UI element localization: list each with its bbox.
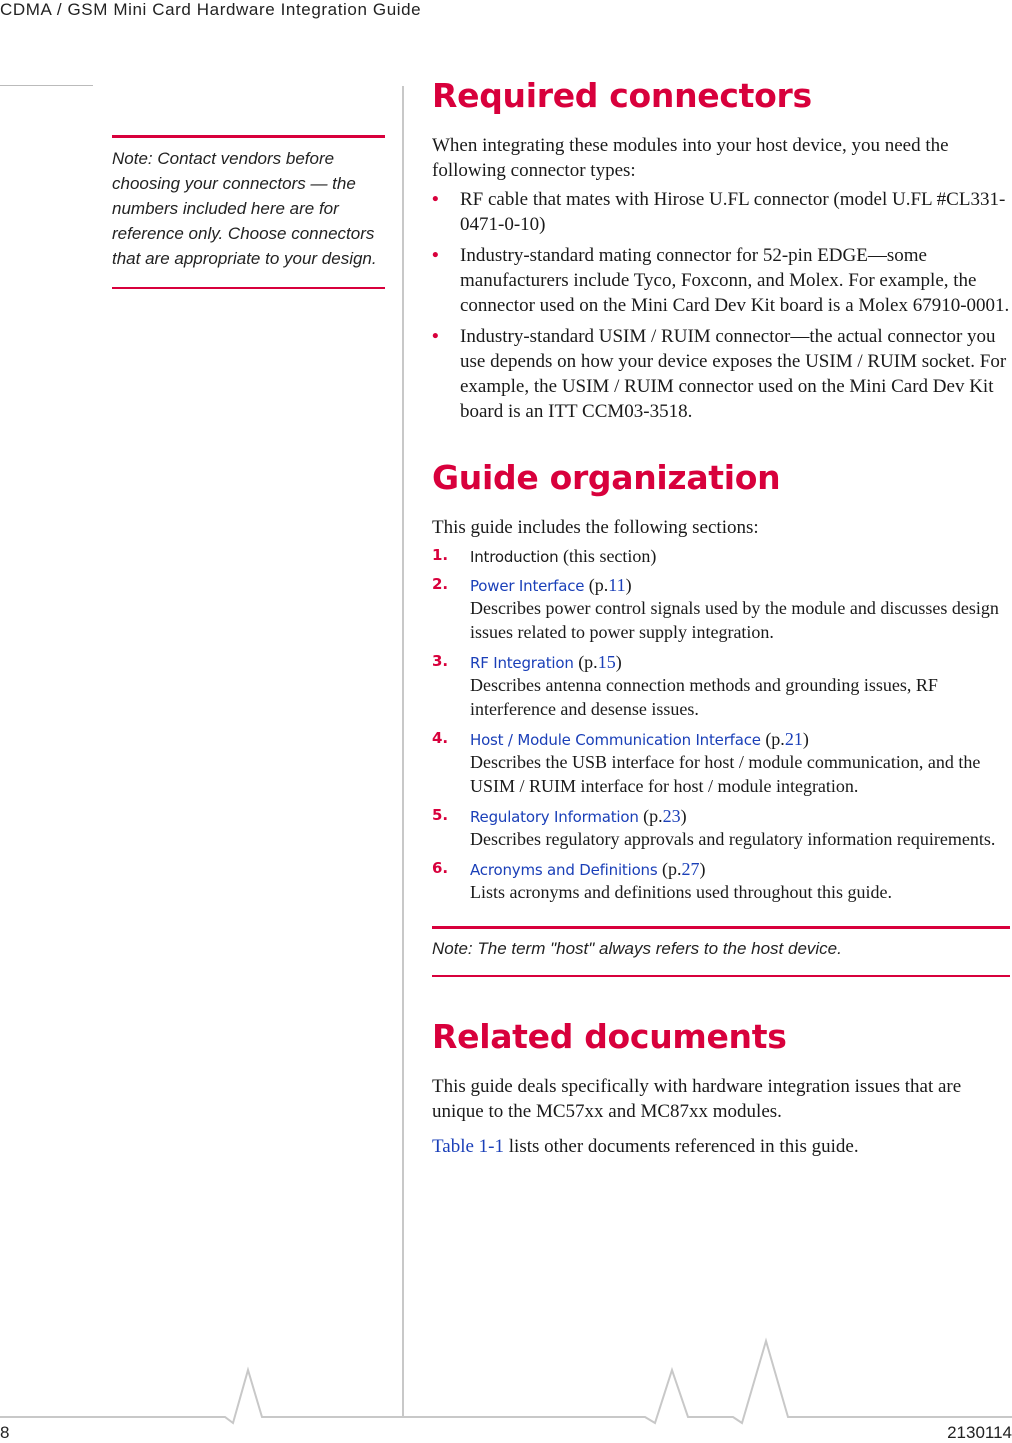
heading-related-documents: Related documents [432,1017,787,1056]
header-rule [0,85,93,86]
list-item [432,546,1010,567]
section-link[interactable]: RF Integration [470,654,574,672]
page-link[interactable]: 15 [597,652,616,672]
section-list [432,546,1010,904]
bullet-icon: • [432,245,439,266]
required-connectors-intro: When integrating these modules into your host device, you need the following connector types: [432,135,949,181]
list-item: 2. Power Interface (p.11) Describes power control signals used by the module and discusses design issues related to power supply integration. [432,575,1010,644]
section-number: 4. [432,729,449,747]
section-link[interactable]: Host / Module Communication Interface [470,731,761,749]
bullet-icon: • [432,326,439,347]
section-description: Describes regulatory approvals and regulatory information requirements. [470,829,996,849]
heading-guide-organization: Guide organization [432,458,781,497]
related-documents-para: This guide deals specifically with hardware integration issues that are unique to the MC57xx and MC87xx modules. [432,1076,962,1122]
section-number: 5. [432,806,449,824]
side-note [112,135,385,289]
side-note-text: Note: Contact vendors before choosing your connectors — the numbers included here are for reference only. Choose connectors that are appropriate to your design. [112,149,377,268]
running-header: CDMA / GSM Mini Card Hardware Integration Guide [0,0,422,19]
list-item: 6. Acronyms and Definitions (p.27) Lists acronyms and definitions used throughout this guide. [432,859,1010,904]
list-item: • RF cable that mates with Hirose U.FL connector (model U.FL #CL331-0471-0-10) [432,189,1006,235]
bullet-icon: • [432,189,439,210]
page-link[interactable]: 27 [681,859,700,879]
section-ref: (this section) [558,546,657,566]
footer-waveform [0,1335,1012,1425]
section-description: Lists acronyms and definitions used throughout this guide. [470,882,892,902]
section-description: Describes the USB interface for host / module communication, and the USIM / RUIM interface for host / module integration. [470,752,981,796]
section-description: Describes antenna connection methods and grounding issues, RF interference and desense issues. [470,675,938,719]
section-number: 3. [432,652,449,670]
host-note-text: Note: The term "host" always refers to the host device. [432,939,842,958]
section-link[interactable]: Acronyms and Definitions [470,861,658,879]
page-number: 8 [0,1423,10,1442]
section-title: Introduction [470,548,559,566]
related-documents-table-ref: Table 1-1 lists other documents referenced in this guide. [432,1136,859,1157]
guide-organization-intro: This guide includes the following sections: [432,517,759,538]
heading-required-connectors: Required connectors [432,76,812,115]
section-number: 1. [432,546,449,564]
list-item: 3. RF Integration (p.15) Describes antenna connection methods and grounding issues, RF interference and desense issues. [432,652,1010,721]
list-item: • Industry-standard mating connector for 52-pin EDGE—some manufacturers include Tyco, Foxconn, and Molex. For example, the connector used on the Mini Card Dev Kit board is a Molex 67910-0001. [432,245,1010,316]
section-link[interactable]: Regulatory Information [470,808,639,826]
page-link[interactable]: 21 [784,729,803,749]
column-divider [402,86,404,1418]
section-number: 6. [432,859,449,877]
table-ref-link[interactable]: Table 1-1 [432,1136,505,1157]
page-link[interactable]: 11 [608,575,626,595]
list-item: 5. Regulatory Information (p.23) Describes regulatory approvals and regulatory information requirements. [432,806,1010,851]
section-link[interactable]: Power Interface [470,577,585,595]
list-item: 4. Host / Module Communication Interface (p.21) Describes the USB interface for host / module communication, and the USIM / RUIM interface for host / module integration. [432,729,1010,798]
host-note [432,926,1010,977]
section-description: Describes power control signals used by the module and discusses design issues related to power supply integration. [470,598,999,642]
connector-list [432,187,1010,424]
list-item: • Industry-standard USIM / RUIM connector—the actual connector you use depends on how your device exposes the USIM / RUIM socket. For example, the USIM / RUIM connector used on the Mini Card Dev Kit board is an ITT CCM03-3518. [432,326,1007,422]
main-column [432,76,1010,1159]
page-link[interactable]: 23 [662,806,681,826]
doc-number: 2130114 [947,1423,1012,1442]
section-number: 2. [432,575,449,593]
